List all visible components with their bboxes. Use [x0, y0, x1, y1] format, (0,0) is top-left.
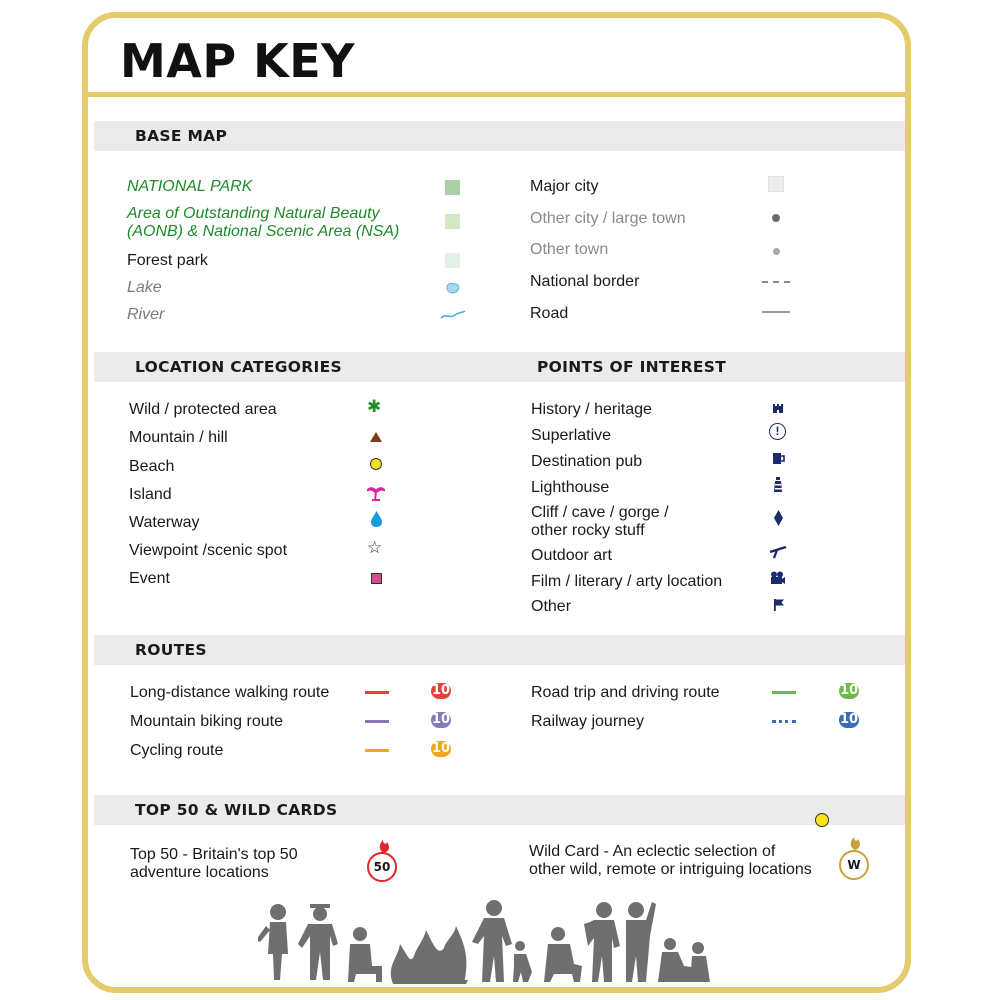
- major-city-swatch: [768, 176, 784, 192]
- mountain-icon: [369, 431, 383, 443]
- other-label: Other: [531, 598, 572, 615]
- road-trip-label: Road trip and driving route: [531, 684, 720, 701]
- outdoor-art-label: Outdoor art: [531, 547, 612, 564]
- mtb-route-number: 10: [431, 712, 451, 727]
- cliff-label: Cliff / cave / gorge /: [531, 504, 669, 521]
- title-divider: [88, 92, 905, 97]
- viewpoint-label: Viewpoint /scenic spot: [129, 542, 288, 559]
- cliff-label-line2: other rocky stuff: [531, 522, 645, 539]
- beach-marker: [815, 813, 829, 827]
- wild-card-label-line1: Wild Card - An eclectic selection of: [529, 843, 776, 860]
- palm-tree-icon: [367, 484, 385, 502]
- event-label: Event: [129, 570, 170, 587]
- page-title: MAP KEY: [120, 34, 355, 88]
- island-label: Island: [129, 486, 172, 503]
- railway-line: [772, 720, 796, 726]
- location-categories-heading: LOCATION CATEGORIES: [135, 358, 342, 376]
- river-label: River: [127, 306, 165, 323]
- aonb-label: Area of Outstanding Natural Beauty (AONB) & National Scenic Area (NSA): [127, 205, 400, 240]
- art-icon: [769, 545, 787, 559]
- film-label: Film / literary / arty location: [531, 573, 723, 590]
- castle-icon: [772, 402, 784, 414]
- section-band-top50: [94, 795, 905, 825]
- water-drop-icon: [370, 510, 383, 528]
- wild-card-badge: W: [839, 850, 869, 880]
- walking-route-number: 10: [431, 683, 451, 698]
- major-city-label: Major city: [530, 178, 599, 195]
- exclamation-icon: !: [769, 423, 786, 440]
- event-square-icon: [371, 573, 382, 584]
- national-border-label: National border: [530, 273, 640, 290]
- town-dot: [773, 248, 780, 255]
- star-icon: ☆: [367, 538, 383, 557]
- cycling-route-number: 10: [431, 741, 451, 756]
- railway-label: Railway journey: [531, 713, 644, 730]
- points-of-interest-heading: POINTS OF INTEREST: [537, 358, 727, 376]
- forest-park-label: Forest park: [127, 252, 208, 269]
- mtb-route-label: Mountain biking route: [130, 713, 283, 730]
- beach-icon: [370, 458, 382, 470]
- rock-icon: [774, 510, 783, 526]
- dashed-line-icon: [762, 281, 790, 283]
- top50-heading: TOP 50 & WILD CARDS: [135, 801, 338, 819]
- lake-label: Lake: [127, 279, 162, 296]
- river-icon: [440, 309, 466, 321]
- lighthouse-label: Lighthouse: [531, 479, 610, 496]
- section-band-routes: [94, 635, 905, 665]
- top50-label-line2: adventure locations: [130, 864, 269, 881]
- mountain-label: Mountain / hill: [129, 429, 228, 446]
- lighthouse-icon: [773, 477, 783, 493]
- base-map-heading: BASE MAP: [135, 127, 228, 145]
- road-label: Road: [530, 305, 569, 322]
- beach-label: Beach: [129, 458, 175, 475]
- wild-card-label-line2: other wild, remote or intriguing locations: [529, 861, 812, 878]
- section-band-categories: [94, 352, 905, 382]
- lake-icon: [445, 281, 461, 295]
- national-park-label: NATIONAL PARK: [127, 178, 253, 195]
- walking-route-label: Long-distance walking route: [130, 684, 330, 701]
- national-park-swatch: [445, 180, 460, 195]
- forest-park-swatch: [445, 253, 460, 268]
- wild-area-label: Wild / protected area: [129, 401, 277, 418]
- camera-icon: [770, 571, 786, 585]
- road-trip-number: 10: [839, 683, 859, 698]
- aonb-swatch: [445, 214, 460, 229]
- road-trip-line: [772, 691, 796, 694]
- mtb-route-line: [365, 720, 389, 723]
- road-line-icon: [762, 311, 790, 313]
- top50-badge: 50: [367, 852, 397, 882]
- history-label: History / heritage: [531, 401, 652, 418]
- section-band-base-map: [94, 121, 905, 151]
- beer-mug-icon: [772, 452, 785, 465]
- walking-route-line: [365, 691, 389, 694]
- cycling-route-line: [365, 749, 389, 752]
- destination-pub-label: Destination pub: [531, 453, 643, 470]
- wild-area-icon: ✱: [367, 397, 382, 416]
- town-label: Other town: [530, 241, 609, 258]
- waterway-label: Waterway: [129, 514, 200, 531]
- cycling-route-label: Cycling route: [130, 742, 224, 759]
- routes-heading: ROUTES: [135, 641, 207, 659]
- flag-icon: [773, 598, 785, 612]
- wild-card-flame-icon: [840, 833, 870, 851]
- people-campfire-illustration: [258, 896, 728, 986]
- top50-label-line1: Top 50 - Britain's top 50: [130, 846, 298, 863]
- large-town-dot: [772, 214, 780, 222]
- superlative-label: Superlative: [531, 427, 612, 444]
- large-town-label: Other city / large town: [530, 210, 686, 227]
- railway-number: 10: [839, 712, 859, 727]
- map-key-panel: [82, 12, 911, 993]
